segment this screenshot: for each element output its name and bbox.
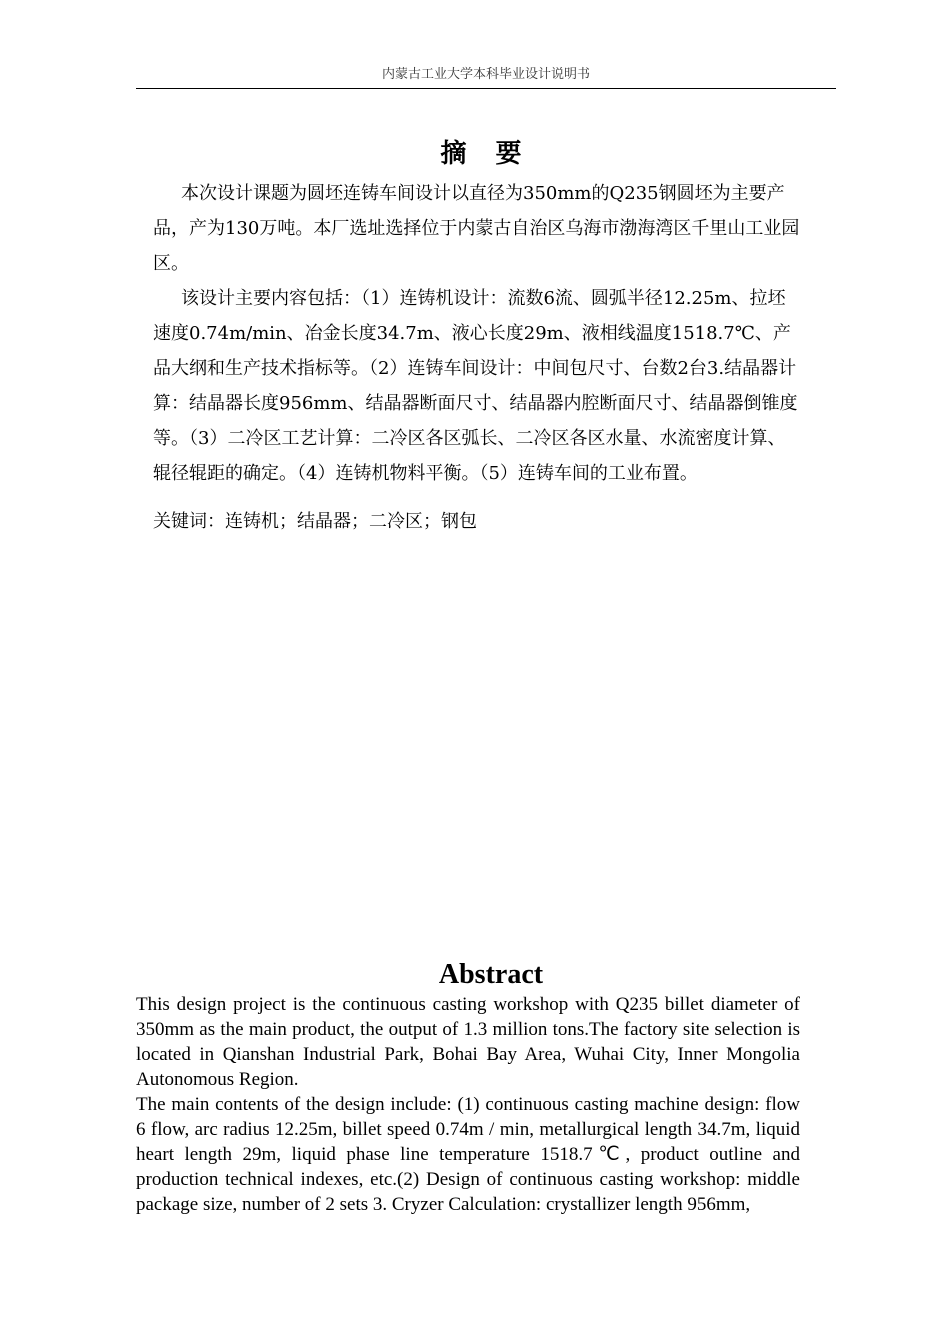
- english-paragraph: The main contents of the design include: (1) continuous casting machine design: flow 6 flow, arc radius 12.25m, billet speed 0.74m / min, metallurgical length 34.7m, liquid heart length 29m, liquid phase line temperature 1518.7℃, product outline and production technical indexes, etc.(2) Design of continuous casting workshop: middle package size, number of 2 sets 3. Cryzer Calculation: crystallizer length 956mm,: [136, 1094, 800, 1215]
- page-header: 内蒙古工业大学本科毕业设计说明书: [381, 67, 590, 82]
- chinese-keywords: 关键词：连铸机；结晶器；二冷区；钢包: [153, 511, 477, 532]
- chinese-paragraph: 该设计主要内容包括：（1）连铸机设计：流数6流、圆弧半径12.25m、拉坯速度0.74m/min、冶金长度34.7m、液心长度29m、液相线温度1518.7℃、产品大纲和生产技术指标等。（2）连铸车间设计：中间包尺寸、台数2台3.结晶器计算：结晶器长度956mm、结晶器断面尺寸、结晶器内腔断面尺寸、结晶器倒锥度等。（3）二冷区工艺计算：二冷区各区弧长、二冷区各区水量、水流密度计算、辊径辊距的确定。（4）连铸机物料平衡。（5）连铸车间的工业布置。: [153, 288, 798, 484]
- english-abstract-title: Abstract: [438, 959, 544, 990]
- header-divider: [136, 88, 836, 89]
- chinese-paragraph: 本次设计课题为圆坯连铸车间设计以直径为350mm的Q235钢圆坯为主要产品，产为130万吨。本厂选址选择位于内蒙古自治区乌海市渤海湾区千里山工业园区。: [153, 183, 800, 274]
- english-paragraph: This design project is the continuous casting workshop with Q235 billet diameter of 350mm as the main product, the output of 1.3 million tons.The factory site selection is located in Qianshan Industrial Park, Bohai Bay Area, Wuhai City, Inner Mongolia Autonomous Region.: [136, 994, 800, 1090]
- chinese-abstract-title: 摘 要: [440, 139, 532, 169]
- english-abstract-body: [136, 992, 800, 1217]
- chinese-abstract-body: [153, 176, 803, 539]
